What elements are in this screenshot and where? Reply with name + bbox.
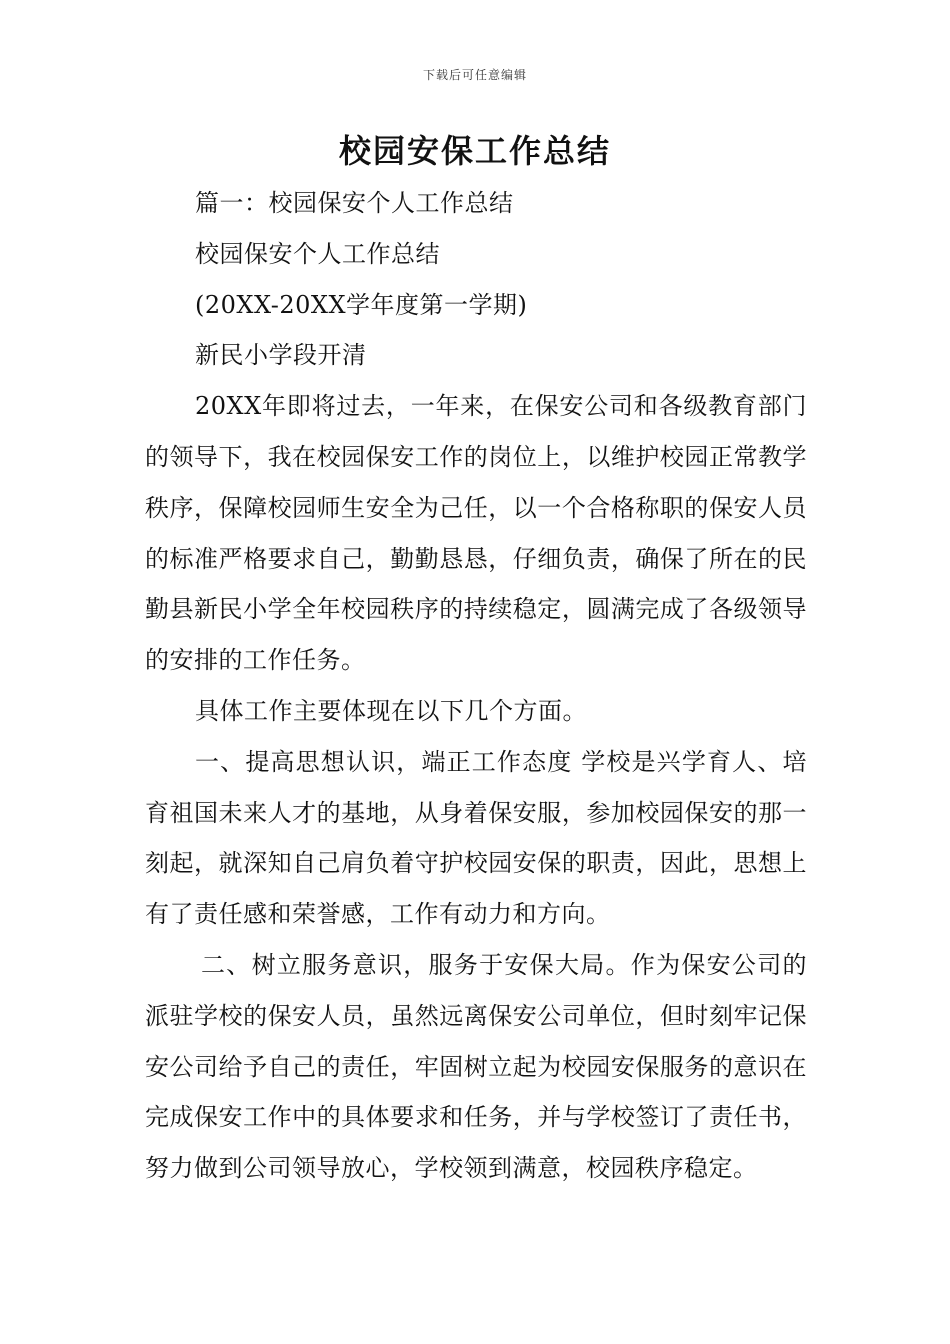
author-line: 新民小学段开清: [195, 341, 367, 370]
article-title: 校园保安个人工作总结: [195, 239, 440, 268]
paragraph-point-two: 二、树立服务意识，服务于安保大局。作为保安公司的派驻学校的保安人员，虽然远离保安公司单位，但时刻牢记保安公司给予自己的责任，牢固树立起为校园安保服务的意识在完成保安工作中的具体要求和任务，并与学校签订了责任书，努力做到公司领导放心，学校领到满意，校园秩序稳定。: [145, 950, 807, 1183]
paragraph-point-one: 一、提高思想认识，端正工作态度 学校是兴学育人、培育祖国未来人才的基地，从身着保安服，参加校园保安的那一刻起，就深知自己肩负着守护校园安保的职责，因此，思想上有了责任感和荣誉感，工作有动力和方向。: [145, 747, 807, 929]
document-title: 校园安保工作总结: [338, 132, 611, 170]
semester-line: (20XX-20XX学年度第一学期): [195, 290, 528, 319]
header-note: 下载后可任意编辑: [422, 68, 527, 82]
document-body: [145, 178, 807, 1194]
section-heading: 篇一：校园保安个人工作总结: [195, 189, 514, 217]
paragraph-aspects: 具体工作主要体现在以下几个方面。: [195, 696, 587, 725]
paragraph-intro: 20XX年即将过去，一年来，在保安公司和各级教育部门的领导下，我在校园保安工作的岗位上，以维护校园正常教学秩序，保障校园师生安全为己任，以一个合格称职的保安人员的标准严格要求自己，勤勤恳恳，仔细负责，确保了所在的民勤县新民小学全年校园秩序的持续稳定，圆满完成了各级领导的安排的工作任务。: [145, 392, 807, 675]
